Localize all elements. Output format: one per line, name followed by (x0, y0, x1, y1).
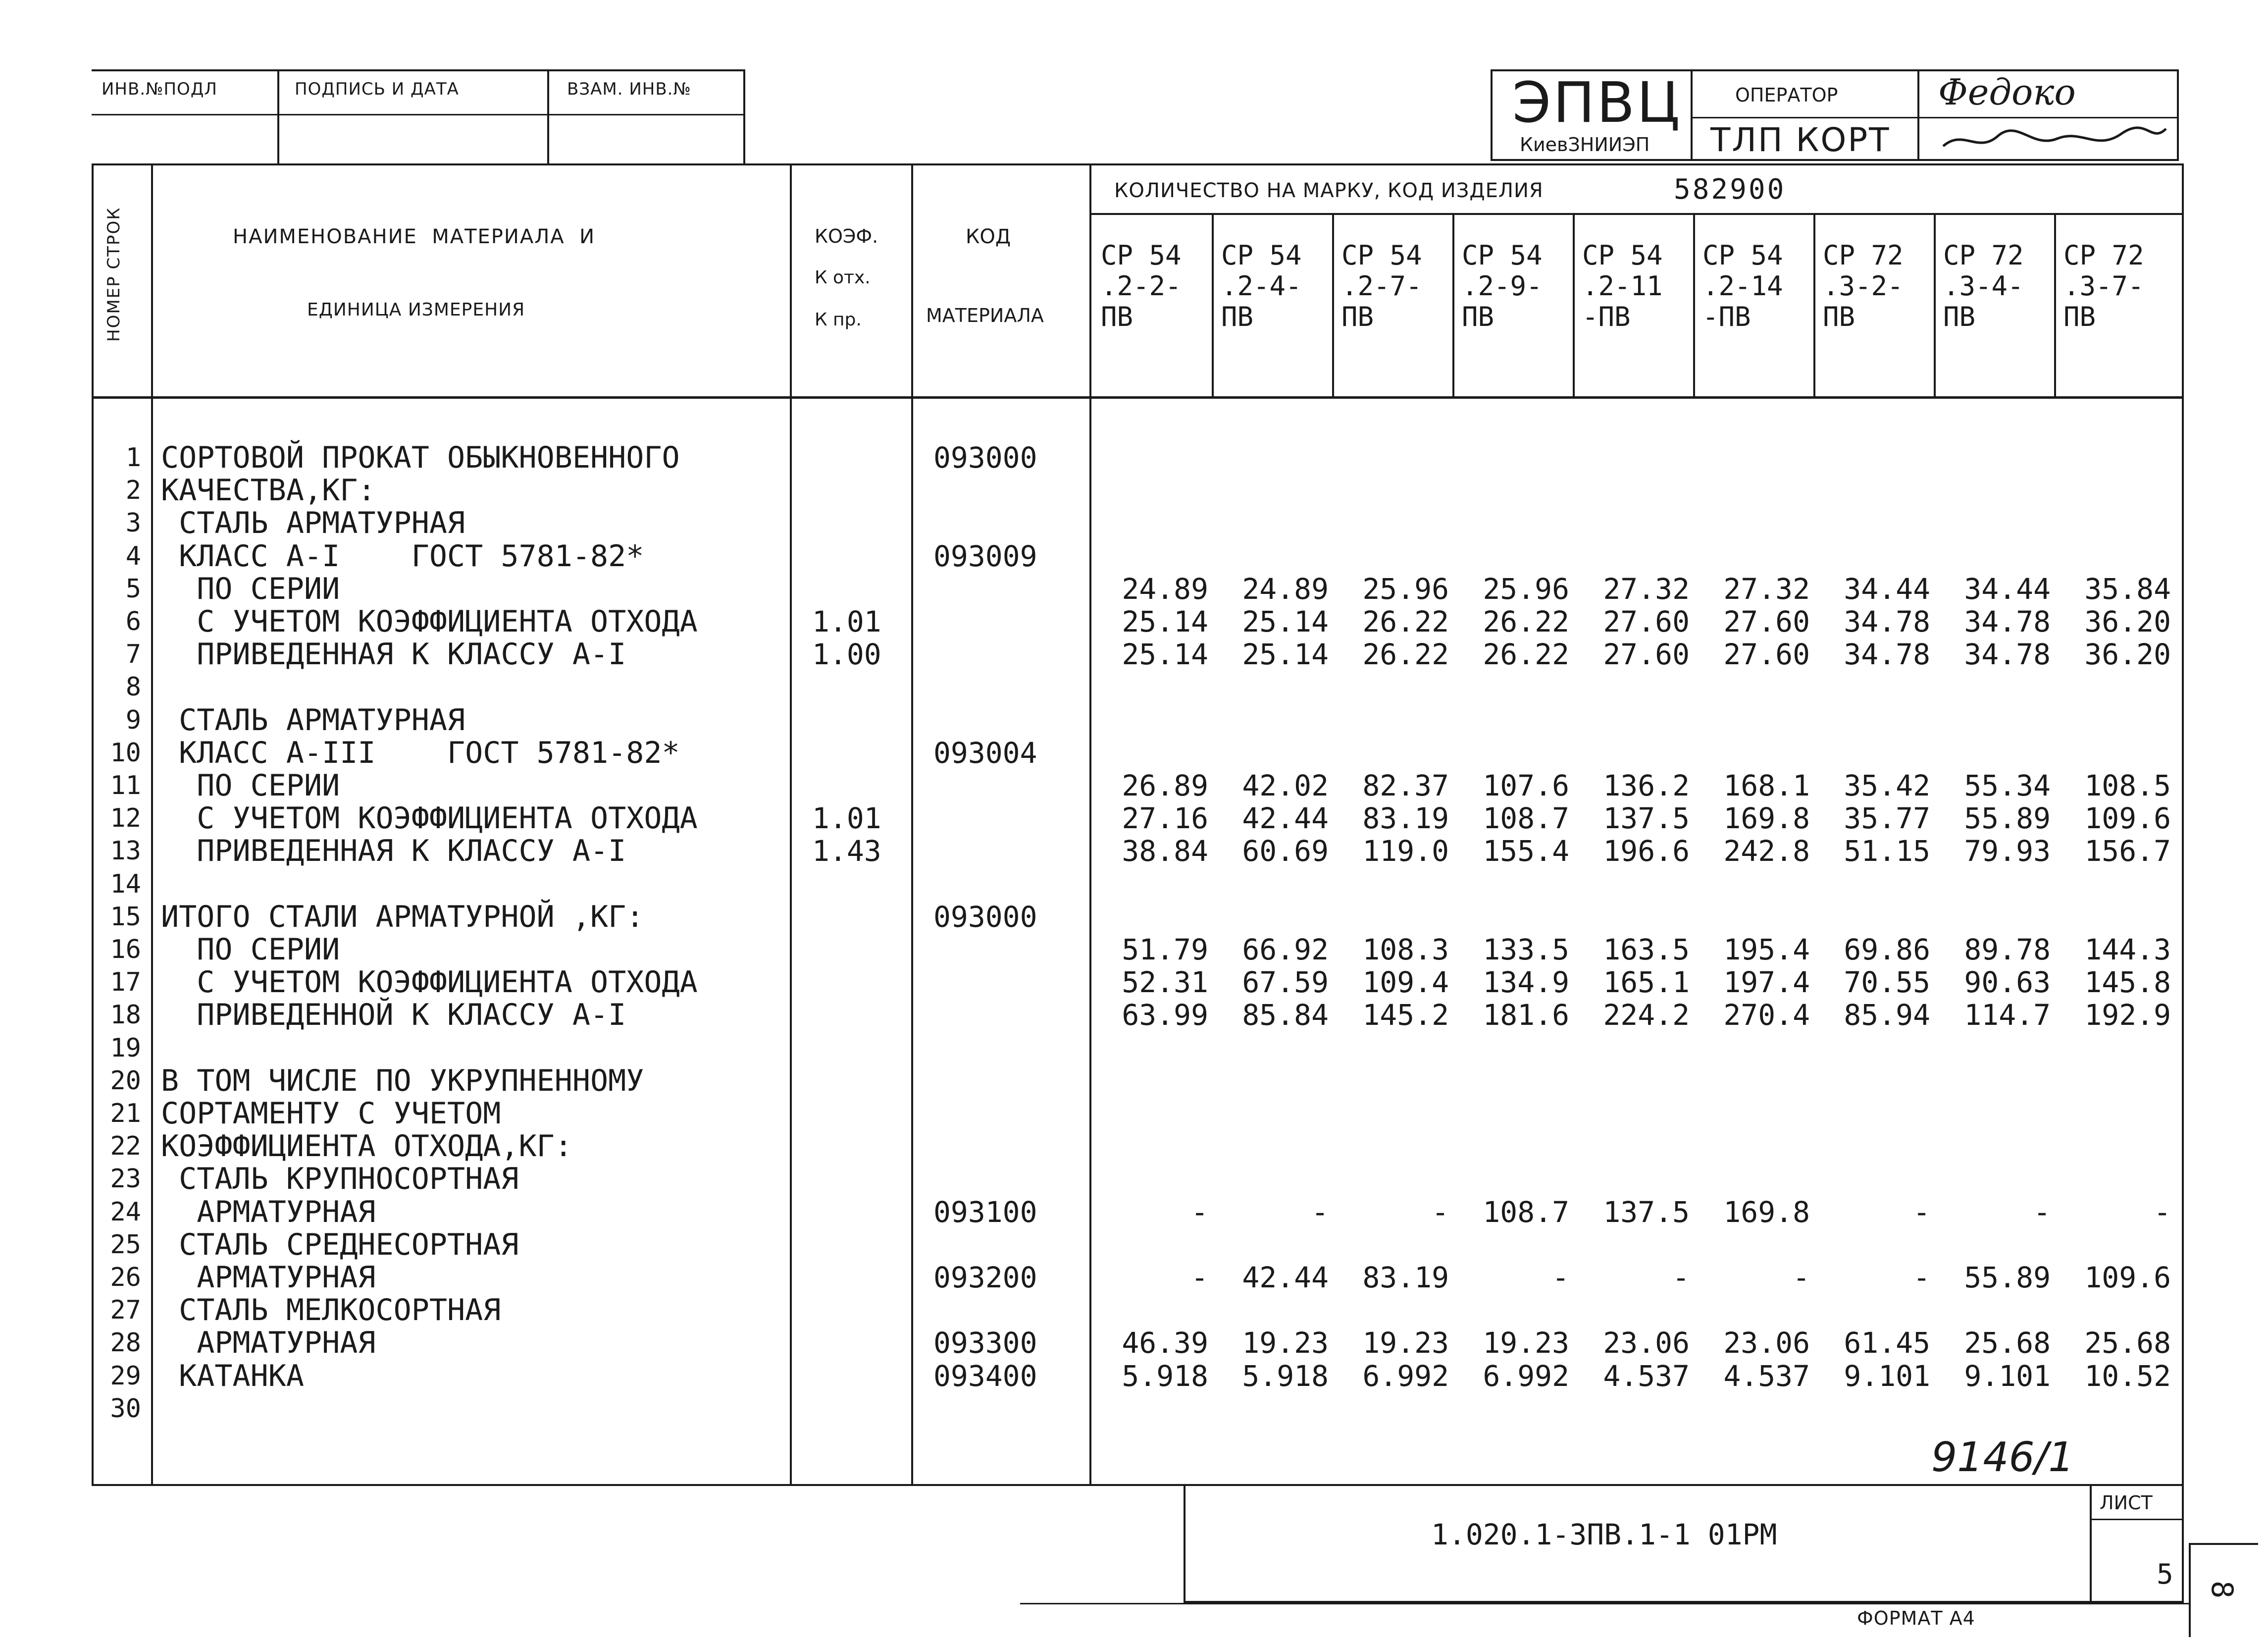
column-header-8-line3: ПВ (1943, 301, 1976, 332)
row-number: 11 (110, 771, 141, 800)
column-header-9-line3: ПВ (2063, 301, 2096, 332)
column-header-3-line2: .2-7- (1341, 270, 1422, 302)
material-name: КАТАНКА (161, 1358, 304, 1393)
stamp-top-right (1491, 69, 2179, 161)
quantity-cell: 25.96 (1483, 572, 1569, 606)
quantity-cell: 27.16 (1122, 801, 1208, 836)
quantity-cell: 55.89 (1964, 801, 2051, 836)
row-number: 12 (110, 803, 141, 834)
quantity-cell: 163.5 (1603, 933, 1690, 966)
quantity-cell: - (1913, 1261, 1930, 1294)
quantity-cell: 26.22 (1362, 637, 1449, 672)
row-number: 15 (110, 902, 141, 932)
column-header-2-line3: ПВ (1221, 301, 1254, 332)
column-header-1-line3: ПВ (1101, 301, 1134, 332)
material-code: 093000 (933, 900, 1037, 934)
quantity-cell: 9.101 (1964, 1359, 2051, 1393)
quantity-cell: 34.78 (1844, 605, 1930, 638)
quantity-cell: 195.4 (1723, 933, 1810, 966)
quantity-cell: 23.06 (1723, 1326, 1810, 1360)
quantity-cell: 108.7 (1483, 1195, 1569, 1229)
quantity-cell: 4.537 (1723, 1359, 1810, 1393)
row-number-header: НОМЕР СТРОК (104, 207, 124, 342)
material-name: СОРТОВОЙ ПРОКАТ ОБЫКНОВЕННОГО (161, 440, 680, 475)
podpis-label: ПОДПИСЬ И ДАТА (295, 79, 459, 99)
column-header-3-line3: ПВ (1341, 301, 1374, 332)
material-name: ПО СЕРИИ (161, 768, 340, 803)
row-number: 30 (110, 1393, 141, 1424)
material-name: ПРИВЕДЕННАЯ К КЛАССУ А-I (161, 834, 626, 869)
material-name: ПО СЕРИИ (161, 932, 340, 967)
quantity-cell: 155.4 (1483, 834, 1569, 868)
quantity-cell: - (1311, 1195, 1329, 1229)
quantity-cell: 5.918 (1242, 1359, 1329, 1393)
quantity-cell: 27.60 (1723, 605, 1810, 638)
quantity-cell: 67.59 (1242, 965, 1329, 1000)
quantity-cell: 83.19 (1362, 801, 1449, 836)
row-number: 21 (110, 1099, 141, 1128)
quantity-cell: 34.78 (1964, 637, 2051, 672)
name-header-line1: НАИМЕНОВАНИЕ МАТЕРИАЛА И (233, 225, 595, 248)
quantity-cell: 6.992 (1362, 1359, 1449, 1393)
row-number: 8 (125, 672, 141, 702)
column-header-5-line3: -ПВ (1582, 301, 1631, 332)
column-header-7-line3: ПВ (1823, 301, 1856, 332)
quantity-cell: - (1913, 1195, 1930, 1229)
row-number: 4 (125, 541, 141, 571)
column-header-6-line2: .2-14 (1702, 270, 1783, 302)
quantity-cell: 169.8 (1723, 1195, 1810, 1229)
product-code: 582900 (1674, 173, 1786, 206)
quantity-cell: 60.69 (1242, 834, 1329, 868)
material-name: С УЧЕТОМ КОЭФФИЦИЕНТА ОТХОДА (161, 801, 698, 836)
material-code: 093200 (933, 1261, 1037, 1294)
stamp-top-left (92, 69, 745, 163)
quantity-cell: 224.2 (1603, 998, 1690, 1032)
row-number: 27 (110, 1295, 141, 1326)
quantity-cell: 52.31 (1122, 965, 1208, 1000)
quantity-cell: 25.14 (1122, 605, 1208, 638)
quantity-cell: 25.68 (1964, 1326, 2051, 1360)
quantity-cell: 197.4 (1723, 965, 1810, 1000)
column-header-9-line1: СР 72 (2063, 240, 2144, 271)
quantity-cell: - (1191, 1261, 1208, 1294)
quantity-cell: 270.4 (1723, 998, 1810, 1032)
column-header-7-line2: .3-2- (1823, 270, 1904, 302)
quantity-cell: 169.8 (1723, 801, 1810, 836)
footer-baseline (1020, 1603, 2189, 1604)
material-code: 093009 (933, 539, 1037, 573)
material-code: 093400 (933, 1359, 1037, 1393)
code-header-line2: МАТЕРИАЛА (926, 305, 1044, 326)
row-number: 16 (110, 935, 141, 964)
material-name: КОЭФФИЦИЕНТА ОТХОДА,КГ: (161, 1129, 572, 1164)
column-header-4-line1: СР 54 (1462, 240, 1543, 271)
quantity-cell: 109.6 (2084, 1261, 2171, 1294)
material-name: СТАЛЬ АРМАТУРНАЯ (161, 506, 465, 541)
quantity-cell: 69.86 (1844, 933, 1930, 966)
doc-code: 1.020.1-3ПВ.1-1 01РМ (1431, 1518, 1777, 1551)
koef-header-line2: К отх. (815, 267, 871, 288)
quantity-cell: 27.60 (1603, 637, 1690, 672)
row-number: 19 (110, 1033, 141, 1063)
material-code: 093000 (933, 441, 1037, 475)
sheet-label: ЛИСТ (2100, 1492, 2153, 1514)
quantity-cell: 38.84 (1122, 834, 1208, 868)
column-header-2-line2: .2-4- (1221, 270, 1302, 302)
quantity-cell: 35.77 (1844, 801, 1930, 836)
material-name: АРМАТУРНАЯ (161, 1260, 376, 1295)
quantity-cell: 19.23 (1483, 1326, 1569, 1360)
row-number: 2 (125, 476, 141, 506)
quantity-cell: 168.1 (1723, 769, 1810, 802)
row-number: 1 (125, 443, 141, 473)
quantity-cell: 181.6 (1483, 998, 1569, 1032)
quantity-cell: 85.84 (1242, 998, 1329, 1032)
column-header-9-line2: .3-7- (2063, 270, 2144, 302)
operator-label: ОПЕРАТОР (1735, 84, 1838, 106)
material-name: КАЧЕСТВА,КГ: (161, 473, 376, 508)
row-number: 28 (110, 1328, 141, 1358)
row-number: 10 (110, 738, 141, 768)
quantity-cell: 242.8 (1723, 834, 1810, 868)
quantity-cell: 145.8 (2084, 965, 2171, 1000)
material-name: ПРИВЕДЕННОЙ К КЛАССУ А-I (161, 998, 626, 1033)
quantity-cell: 55.89 (1964, 1261, 2051, 1294)
quantity-cell: 85.94 (1844, 998, 1930, 1032)
quantity-cell: 35.42 (1844, 769, 1930, 802)
column-header-8-line2: .3-4- (1943, 270, 2024, 302)
quantity-cell: 108.5 (2084, 769, 2171, 802)
quantity-cell: 24.89 (1242, 572, 1329, 606)
column-header-5-line2: .2-11 (1582, 270, 1663, 302)
quantity-cell: 109.4 (1362, 965, 1449, 1000)
quantity-cell: - (2154, 1195, 2171, 1229)
column-header-1-line2: .2-2- (1101, 270, 1182, 302)
material-code: 093004 (933, 736, 1037, 770)
quantity-cell: 36.20 (2084, 605, 2171, 638)
quantity-cell: 165.1 (1603, 965, 1690, 1000)
quantity-cell: 145.2 (1362, 998, 1449, 1032)
quantity-cell: 42.44 (1242, 801, 1329, 836)
koef-value: 1.43 (812, 834, 881, 868)
quantity-cell: 9.101 (1844, 1359, 1930, 1393)
material-name: СТАЛЬ КРУПНОСОРТНАЯ (161, 1162, 519, 1197)
row-number: 20 (110, 1065, 141, 1096)
row-number: 18 (110, 1000, 141, 1030)
format-label: ФОРМАТ А4 (1857, 1607, 1975, 1629)
row-number: 6 (125, 607, 141, 637)
material-name: АРМАТУРНАЯ (161, 1194, 376, 1229)
quantity-cell: 26.89 (1122, 769, 1208, 802)
row-number: 3 (125, 508, 141, 538)
material-name: СТАЛЬ МЕЛКОСОРТНАЯ (161, 1293, 501, 1328)
quantity-cell: - (2033, 1195, 2051, 1229)
material-name: ИТОГО СТАЛИ АРМАТУРНОЙ ,КГ: (161, 899, 644, 934)
column-header-8-line1: СР 72 (1943, 240, 2024, 271)
column-header-4-line2: .2-9- (1462, 270, 1543, 302)
quantity-cell: 10.52 (2084, 1359, 2171, 1393)
material-code: 093300 (933, 1326, 1037, 1360)
quantity-cell: 133.5 (1483, 933, 1569, 966)
vzam-label: ВЗАМ. ИНВ.№ (567, 79, 691, 99)
quantity-cell: 27.32 (1723, 572, 1810, 606)
row-number: 26 (110, 1263, 141, 1292)
quantity-cell: 90.63 (1964, 965, 2051, 1000)
column-header-5-line1: СР 54 (1582, 240, 1663, 271)
material-name: СТАЛЬ СРЕДНЕСОРТНАЯ (161, 1227, 519, 1262)
quantity-cell: 114.7 (1964, 998, 2051, 1032)
quantity-cell: - (1191, 1195, 1208, 1229)
koef-value: 1.00 (812, 637, 881, 672)
quantity-cell: 70.55 (1844, 965, 1930, 1000)
quantity-cell: 42.44 (1242, 1261, 1329, 1294)
koef-header-line1: КОЭФ. (815, 225, 878, 247)
quantity-cell: 36.20 (2084, 637, 2171, 672)
quantity-cell: 19.23 (1362, 1326, 1449, 1360)
column-header-4-line3: ПВ (1462, 301, 1495, 332)
material-name: ПО СЕРИИ (161, 571, 340, 606)
column-header-7-line1: СР 72 (1823, 240, 1904, 271)
quantity-cell: 66.92 (1242, 933, 1329, 966)
quantity-cell: 136.2 (1603, 769, 1690, 802)
material-name: СОРТАМЕНТУ С УЧЕТОМ (161, 1096, 501, 1131)
quantity-cell: - (1672, 1261, 1690, 1294)
quantity-cell: 55.34 (1964, 769, 2051, 802)
row-number: 13 (110, 836, 141, 866)
quantity-cell: 6.992 (1483, 1359, 1569, 1393)
qty-header-label: КОЛИЧЕСТВО НА МАРКУ, КОД ИЗДЕЛИЯ (1114, 179, 1544, 202)
quantity-cell: 144.3 (2084, 933, 2171, 966)
quantity-cell: 27.32 (1603, 572, 1690, 606)
quantity-cell: 27.60 (1723, 637, 1810, 672)
sheet-number: 5 (2157, 1558, 2173, 1591)
row-number: 24 (110, 1197, 141, 1227)
inv-podl-label: ИНВ.№ПОДЛ (102, 79, 217, 99)
org-title: ЭПВЦ (1512, 71, 1682, 135)
quantity-cell: 51.15 (1844, 834, 1930, 868)
code-header-line1: КОД (966, 225, 1011, 248)
quantity-cell: 196.6 (1603, 834, 1690, 868)
quantity-cell: 34.44 (1844, 572, 1930, 606)
quantity-cell: 34.78 (1964, 605, 2051, 638)
quantity-cell: 108.3 (1362, 933, 1449, 966)
quantity-cell: 82.37 (1362, 769, 1449, 802)
margin-number: 8 (2205, 1580, 2240, 1599)
quantity-cell: 25.14 (1242, 605, 1329, 638)
operator-signature (1933, 119, 2171, 159)
material-name: В ТОМ ЧИСЛЕ ПО УКРУПНЕННОМУ (161, 1063, 644, 1098)
handwritten-number: 9146/1 (1931, 1434, 2074, 1481)
row-number: 14 (110, 869, 141, 899)
quantity-cell: 119.0 (1362, 834, 1449, 868)
quantity-cell: 25.68 (2084, 1326, 2171, 1360)
quantity-cell: 79.93 (1964, 834, 2051, 868)
material-name: АРМАТУРНАЯ (161, 1326, 376, 1361)
material-name: С УЧЕТОМ КОЭФФИЦИЕНТА ОТХОДА (161, 965, 698, 1000)
material-name: КЛАСС А-III ГОСТ 5781-82* (161, 735, 680, 770)
quantity-cell: 25.96 (1362, 572, 1449, 606)
quantity-cell: 109.6 (2084, 801, 2171, 836)
name-header-line2: ЕДИНИЦА ИЗМЕРЕНИЯ (307, 300, 525, 320)
quantity-cell: 5.918 (1122, 1359, 1208, 1393)
quantity-cell: 27.60 (1603, 605, 1690, 638)
system-name: ТЛП КОРТ (1710, 121, 1891, 159)
quantity-cell: 35.84 (2084, 572, 2171, 606)
quantity-cell: - (1793, 1261, 1810, 1294)
column-header-3-line1: СР 54 (1341, 240, 1422, 271)
quantity-cell: 34.78 (1844, 637, 1930, 672)
quantity-cell: 89.78 (1964, 933, 2051, 966)
koef-value: 1.01 (812, 605, 881, 638)
column-header-2-line1: СР 54 (1221, 240, 1302, 271)
quantity-cell: - (1552, 1261, 1569, 1294)
column-header-6-line3: -ПВ (1702, 301, 1751, 332)
material-code: 093100 (933, 1195, 1037, 1229)
quantity-cell: 108.7 (1483, 801, 1569, 836)
quantity-cell: 83.19 (1362, 1261, 1449, 1294)
footer-stamp (1184, 1484, 2184, 1603)
quantity-cell: 4.537 (1603, 1359, 1690, 1393)
quantity-cell: 51.79 (1122, 933, 1208, 966)
quantity-cell: 61.45 (1844, 1326, 1930, 1360)
quantity-cell: 46.39 (1122, 1326, 1208, 1360)
quantity-cell: 26.22 (1483, 637, 1569, 672)
material-name: С УЧЕТОМ КОЭФФИЦИЕНТА ОТХОДА (161, 604, 698, 639)
row-number: 22 (110, 1131, 141, 1162)
org-subtitle: КиевЗНИИЭП (1520, 134, 1650, 156)
quantity-cell: 42.02 (1242, 769, 1329, 802)
quantity-cell: - (1432, 1195, 1449, 1229)
material-name: СТАЛЬ АРМАТУРНАЯ (161, 702, 465, 738)
quantity-cell: 19.23 (1242, 1326, 1329, 1360)
row-number: 5 (125, 574, 141, 604)
quantity-cell: 137.5 (1603, 801, 1690, 836)
koef-header-line3: К пр. (815, 310, 862, 330)
operator-name: Федоко (1938, 71, 2076, 113)
row-number: 7 (125, 639, 141, 670)
quantity-cell: 34.44 (1964, 572, 2051, 606)
row-number: 9 (125, 705, 141, 735)
row-number: 25 (110, 1229, 141, 1260)
margin-box (2189, 1543, 2258, 1637)
quantity-cell: 192.9 (2084, 998, 2171, 1032)
quantity-cell: 23.06 (1603, 1326, 1690, 1360)
row-number: 29 (110, 1361, 141, 1391)
material-name: ПРИВЕДЕННАЯ К КЛАССУ А-I (161, 637, 626, 672)
quantity-cell: 26.22 (1483, 605, 1569, 638)
material-name: КЛАСС А-I ГОСТ 5781-82* (161, 538, 644, 574)
quantity-cell: 137.5 (1603, 1195, 1690, 1229)
koef-value: 1.01 (812, 801, 881, 836)
quantity-cell: 24.89 (1122, 572, 1208, 606)
quantity-cell: 63.99 (1122, 998, 1208, 1032)
quantity-cell: 26.22 (1362, 605, 1449, 638)
quantity-cell: 25.14 (1242, 637, 1329, 672)
row-number: 17 (110, 967, 141, 998)
column-header-6-line1: СР 54 (1702, 240, 1783, 271)
quantity-cell: 156.7 (2084, 834, 2171, 868)
row-number: 23 (110, 1164, 141, 1194)
quantity-cell: 25.14 (1122, 637, 1208, 672)
column-header-1-line1: СР 54 (1101, 240, 1182, 271)
quantity-cell: 107.6 (1483, 769, 1569, 802)
quantity-cell: 134.9 (1483, 965, 1569, 1000)
